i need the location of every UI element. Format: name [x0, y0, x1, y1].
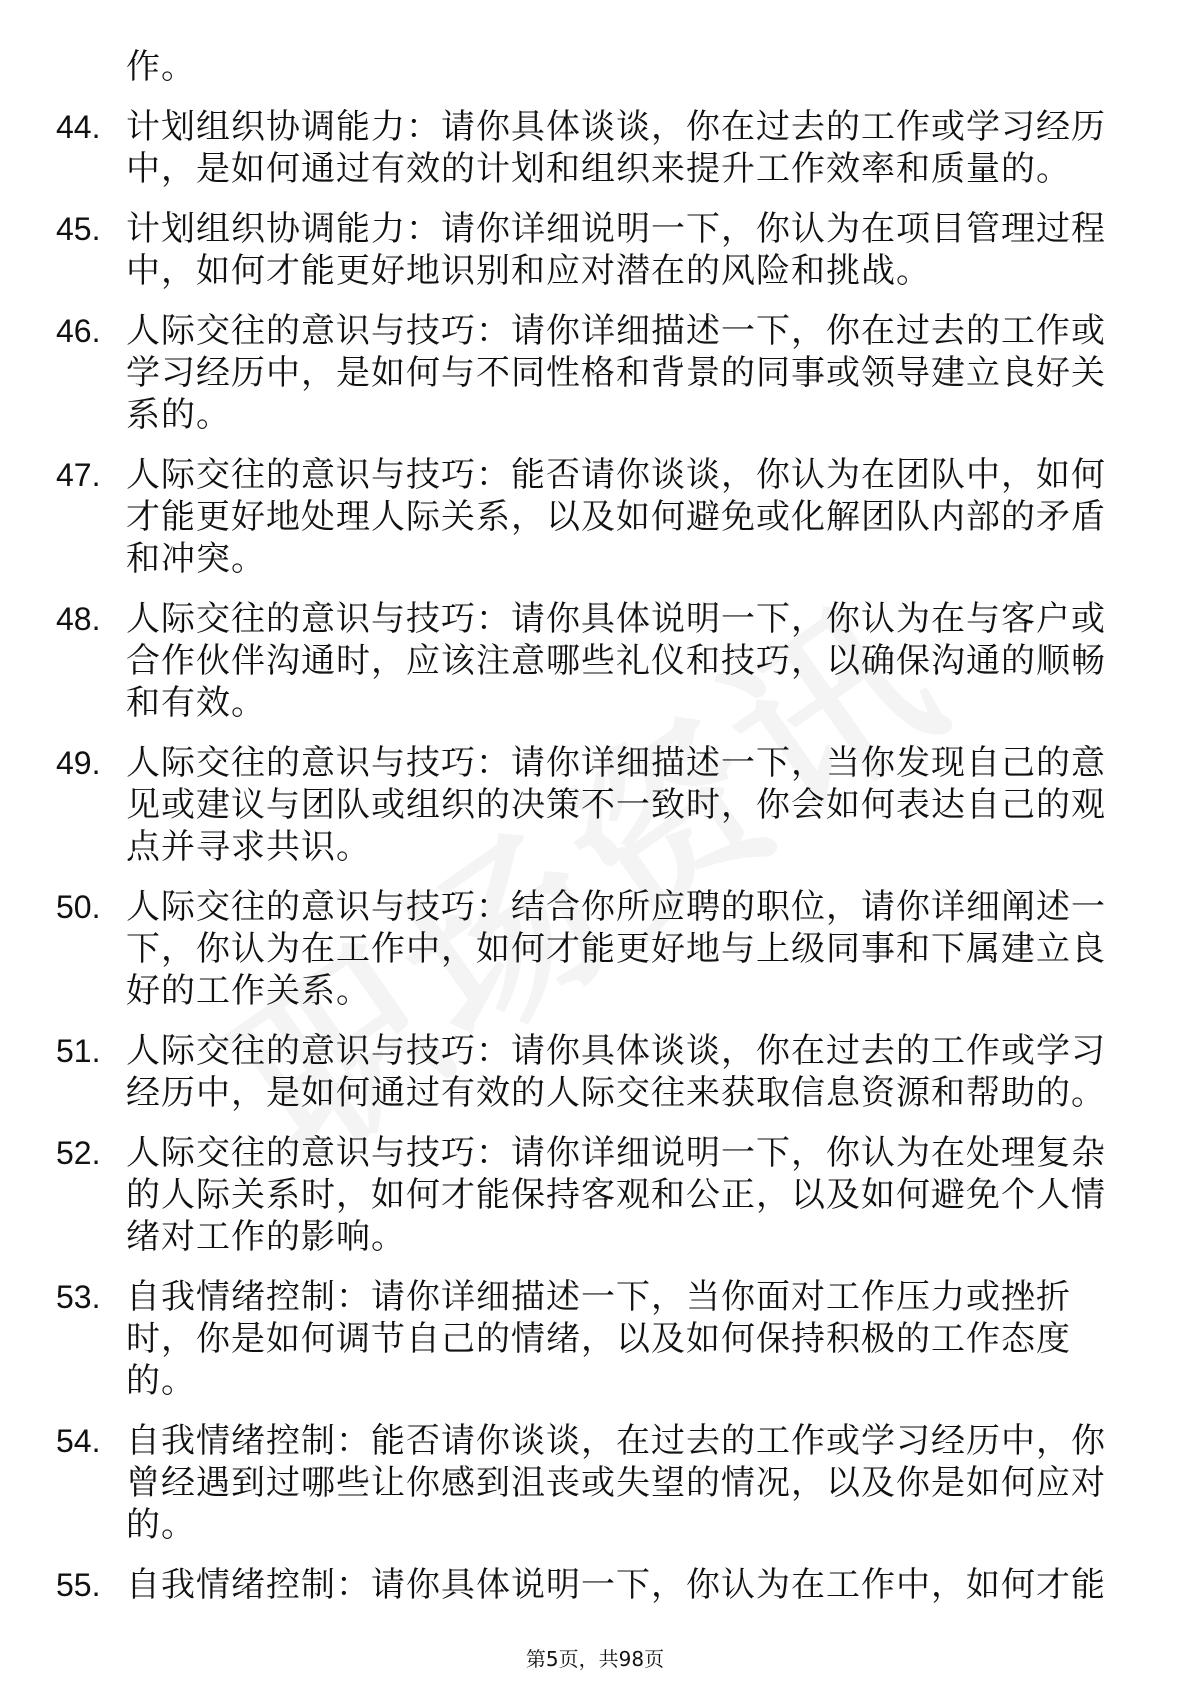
question-number: 54. [56, 1423, 101, 1459]
question-item [56, 106, 1116, 190]
question-number: 51. [56, 1033, 101, 1069]
question-text: 人际交往的意识与技巧：结合你所应聘的职位，请你详细阐述一下，你认为在工作中，如何才能更好地与上级同事和下属建立良好的工作关系。 [126, 887, 1106, 1011]
question-item [56, 598, 1116, 724]
question-item [56, 208, 1116, 292]
question-number: 45. [56, 211, 101, 247]
question-text: 计划组织协调能力：请你详细说明一下，你认为在项目管理过程中，如何才能更好地识别和应对潜在的风险和挑战。 [126, 209, 1106, 291]
question-text: 人际交往的意识与技巧：请你具体说明一下，你认为在与客户或合作伙伴沟通时，应该注意哪些礼仪和技巧，以确保沟通的顺畅和有效。 [126, 599, 1106, 723]
question-number: 55. [56, 1567, 101, 1603]
question-text: 人际交往的意识与技巧：请你具体谈谈，你在过去的工作或学习经历中，是如何通过有效的人际交往来获取信息资源和帮助的。 [126, 1031, 1106, 1113]
question-list [56, 46, 1116, 1624]
question-number: 52. [56, 1135, 101, 1171]
question-text: 人际交往的意识与技巧：请你详细说明一下，你认为在处理复杂的人际关系时，如何才能保持客观和公正，以及如何避免个人情绪对工作的影响。 [126, 1133, 1106, 1257]
question-number: 48. [56, 601, 101, 637]
question-text: 自我情绪控制：能否请你谈谈，在过去的工作或学习经历中，你曾经遇到过哪些让你感到沮丧或失望的情况，以及你是如何应对的。 [126, 1421, 1106, 1545]
question-item [56, 310, 1116, 436]
question-text: 自我情绪控制：请你详细描述一下，当你面对工作压力或挫折时，你是如何调节自己的情绪，以及如何保持积极的工作态度的。 [126, 1277, 1071, 1401]
question-text: 自我情绪控制：请你具体说明一下，你认为在工作中，如何才能 [126, 1565, 1106, 1605]
question-number: 46. [56, 313, 101, 349]
question-item [56, 1564, 1116, 1606]
question-text: 计划组织协调能力：请你具体谈谈，你在过去的工作或学习经历中，是如何通过有效的计划和组织来提升工作效率和质量的。 [126, 107, 1106, 189]
carry-over-text: 作。 [126, 47, 196, 87]
question-item [56, 1132, 1116, 1258]
question-number: 50. [56, 889, 101, 925]
question-item [56, 454, 1116, 580]
question-item [56, 742, 1116, 868]
question-text: 人际交往的意识与技巧：请你详细描述一下，当你发现自己的意见或建议与团队或组织的决策不一致时，你会如何表达自己的观点并寻求共识。 [126, 743, 1106, 867]
question-number: 47. [56, 457, 101, 493]
question-item [56, 886, 1116, 1012]
question-item [56, 1030, 1116, 1114]
question-number: 53. [56, 1279, 101, 1315]
question-text: 人际交往的意识与技巧：能否请你谈谈，你认为在团队中，如何才能更好地处理人际关系，以及如何避免或化解团队内部的矛盾和冲突。 [126, 455, 1106, 579]
page-footer: 第5页，共98页 [525, 1647, 665, 1671]
question-text: 人际交往的意识与技巧：请你详细描述一下，你在过去的工作或学习经历中，是如何与不同性格和背景的同事或领导建立良好关系的。 [126, 311, 1106, 435]
question-item [56, 1276, 1116, 1402]
question-number: 44. [56, 109, 101, 145]
question-item [56, 1420, 1116, 1546]
question-number: 49. [56, 745, 101, 781]
